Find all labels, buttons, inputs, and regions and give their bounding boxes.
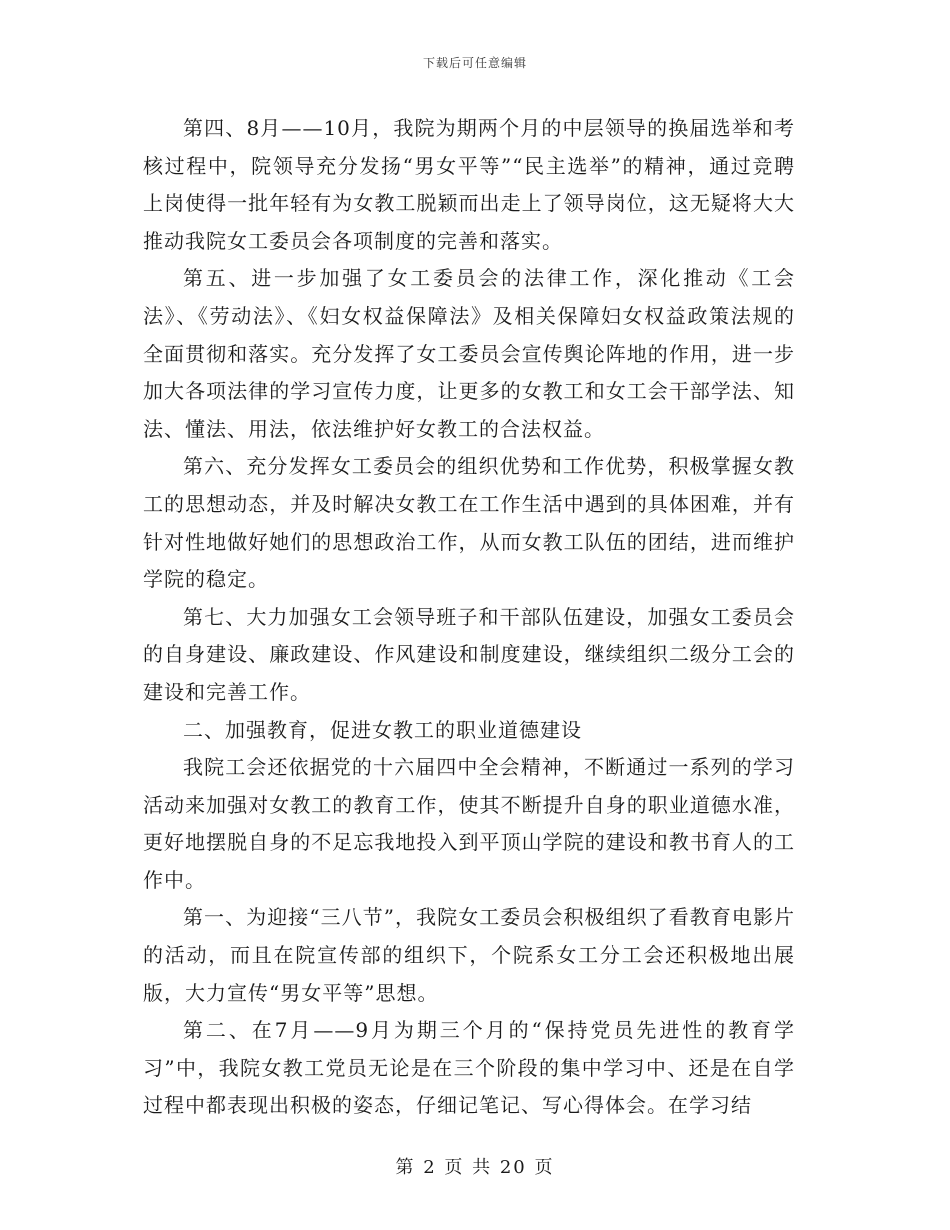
section-heading-2: 二、加强教育，促进女教工的职业道德建设 (183, 717, 582, 742)
paragraph-2nd: 第二、在7月——9月为期三个月的“保持党员先进性的教育学习”中，我院女教工党员无论是在三个阶段的集中学习中、还是在自学过程中都表现出积极的姿态，仔细记笔记、写心得体会。在学习结 (143, 1018, 795, 1118)
paragraph-education-intro: 我院工会还依据党的十六届四中全会精神，不断通过一系列的学习活动来加强对女教工的教育工作，使其不断提升自身的职业道德水准，更好地摆脱自身的不足忘我地投入到平顶山学院的建设和教书育人的工作中。 (143, 755, 795, 892)
paragraph-5th: 第五、进一步加强了女工委员会的法律工作，深化推动《工会法》、《劳动法》、《妇女权益保障法》及相关保障妇女权益政策法规的全面贯彻和落实。充分发挥了女工委员会宣传舆论阵地的作用，进一步加大各项法律的学习宣传力度，让更多的女教工和女工会干部学法、知法、懂法、用法，依法维护好女教工的合法权益。 (143, 266, 795, 441)
paragraph-6th: 第六、充分发挥女工委员会的组织优势和工作优势，积极掌握女教工的思想动态，并及时解决女教工在工作生活中遇到的具体困难，并有针对性地做好她们的思想政治工作，从而女教工队伍的团结，进而维护学院的稳定。 (143, 454, 795, 592)
paragraph-1st: 第一、为迎接“三八节”，我院女工委员会积极组织了看教育电影片的活动，而且在院宣传部的组织下，个院系女工分工会还积极地出展版，大力宣传“男女平等”思想。 (143, 905, 795, 1005)
body-text (143, 110, 795, 1125)
header-note: 下载后可任意编辑 (422, 56, 527, 70)
page-number: 第 2 页 共 20 页 (395, 1157, 555, 1178)
paragraph-4th: 第四、8月——10月，我院为期两个月的中层领导的换届选举和考核过程中，院领导充分发扬“男女平等”“民主选举”的精神，通过竞聘上岗使得一批年轻有为女教工脱颖而出走上了领导岗位，这无疑将大大推动我院女工委员会各项制度的完善和落实。 (143, 116, 795, 253)
paragraph-7th: 第七、大力加强女工会领导班子和干部队伍建设，加强女工委员会的自身建设、廉政建设、作风建设和制度建设，继续组织二级分工会的建设和完善工作。 (143, 604, 795, 704)
